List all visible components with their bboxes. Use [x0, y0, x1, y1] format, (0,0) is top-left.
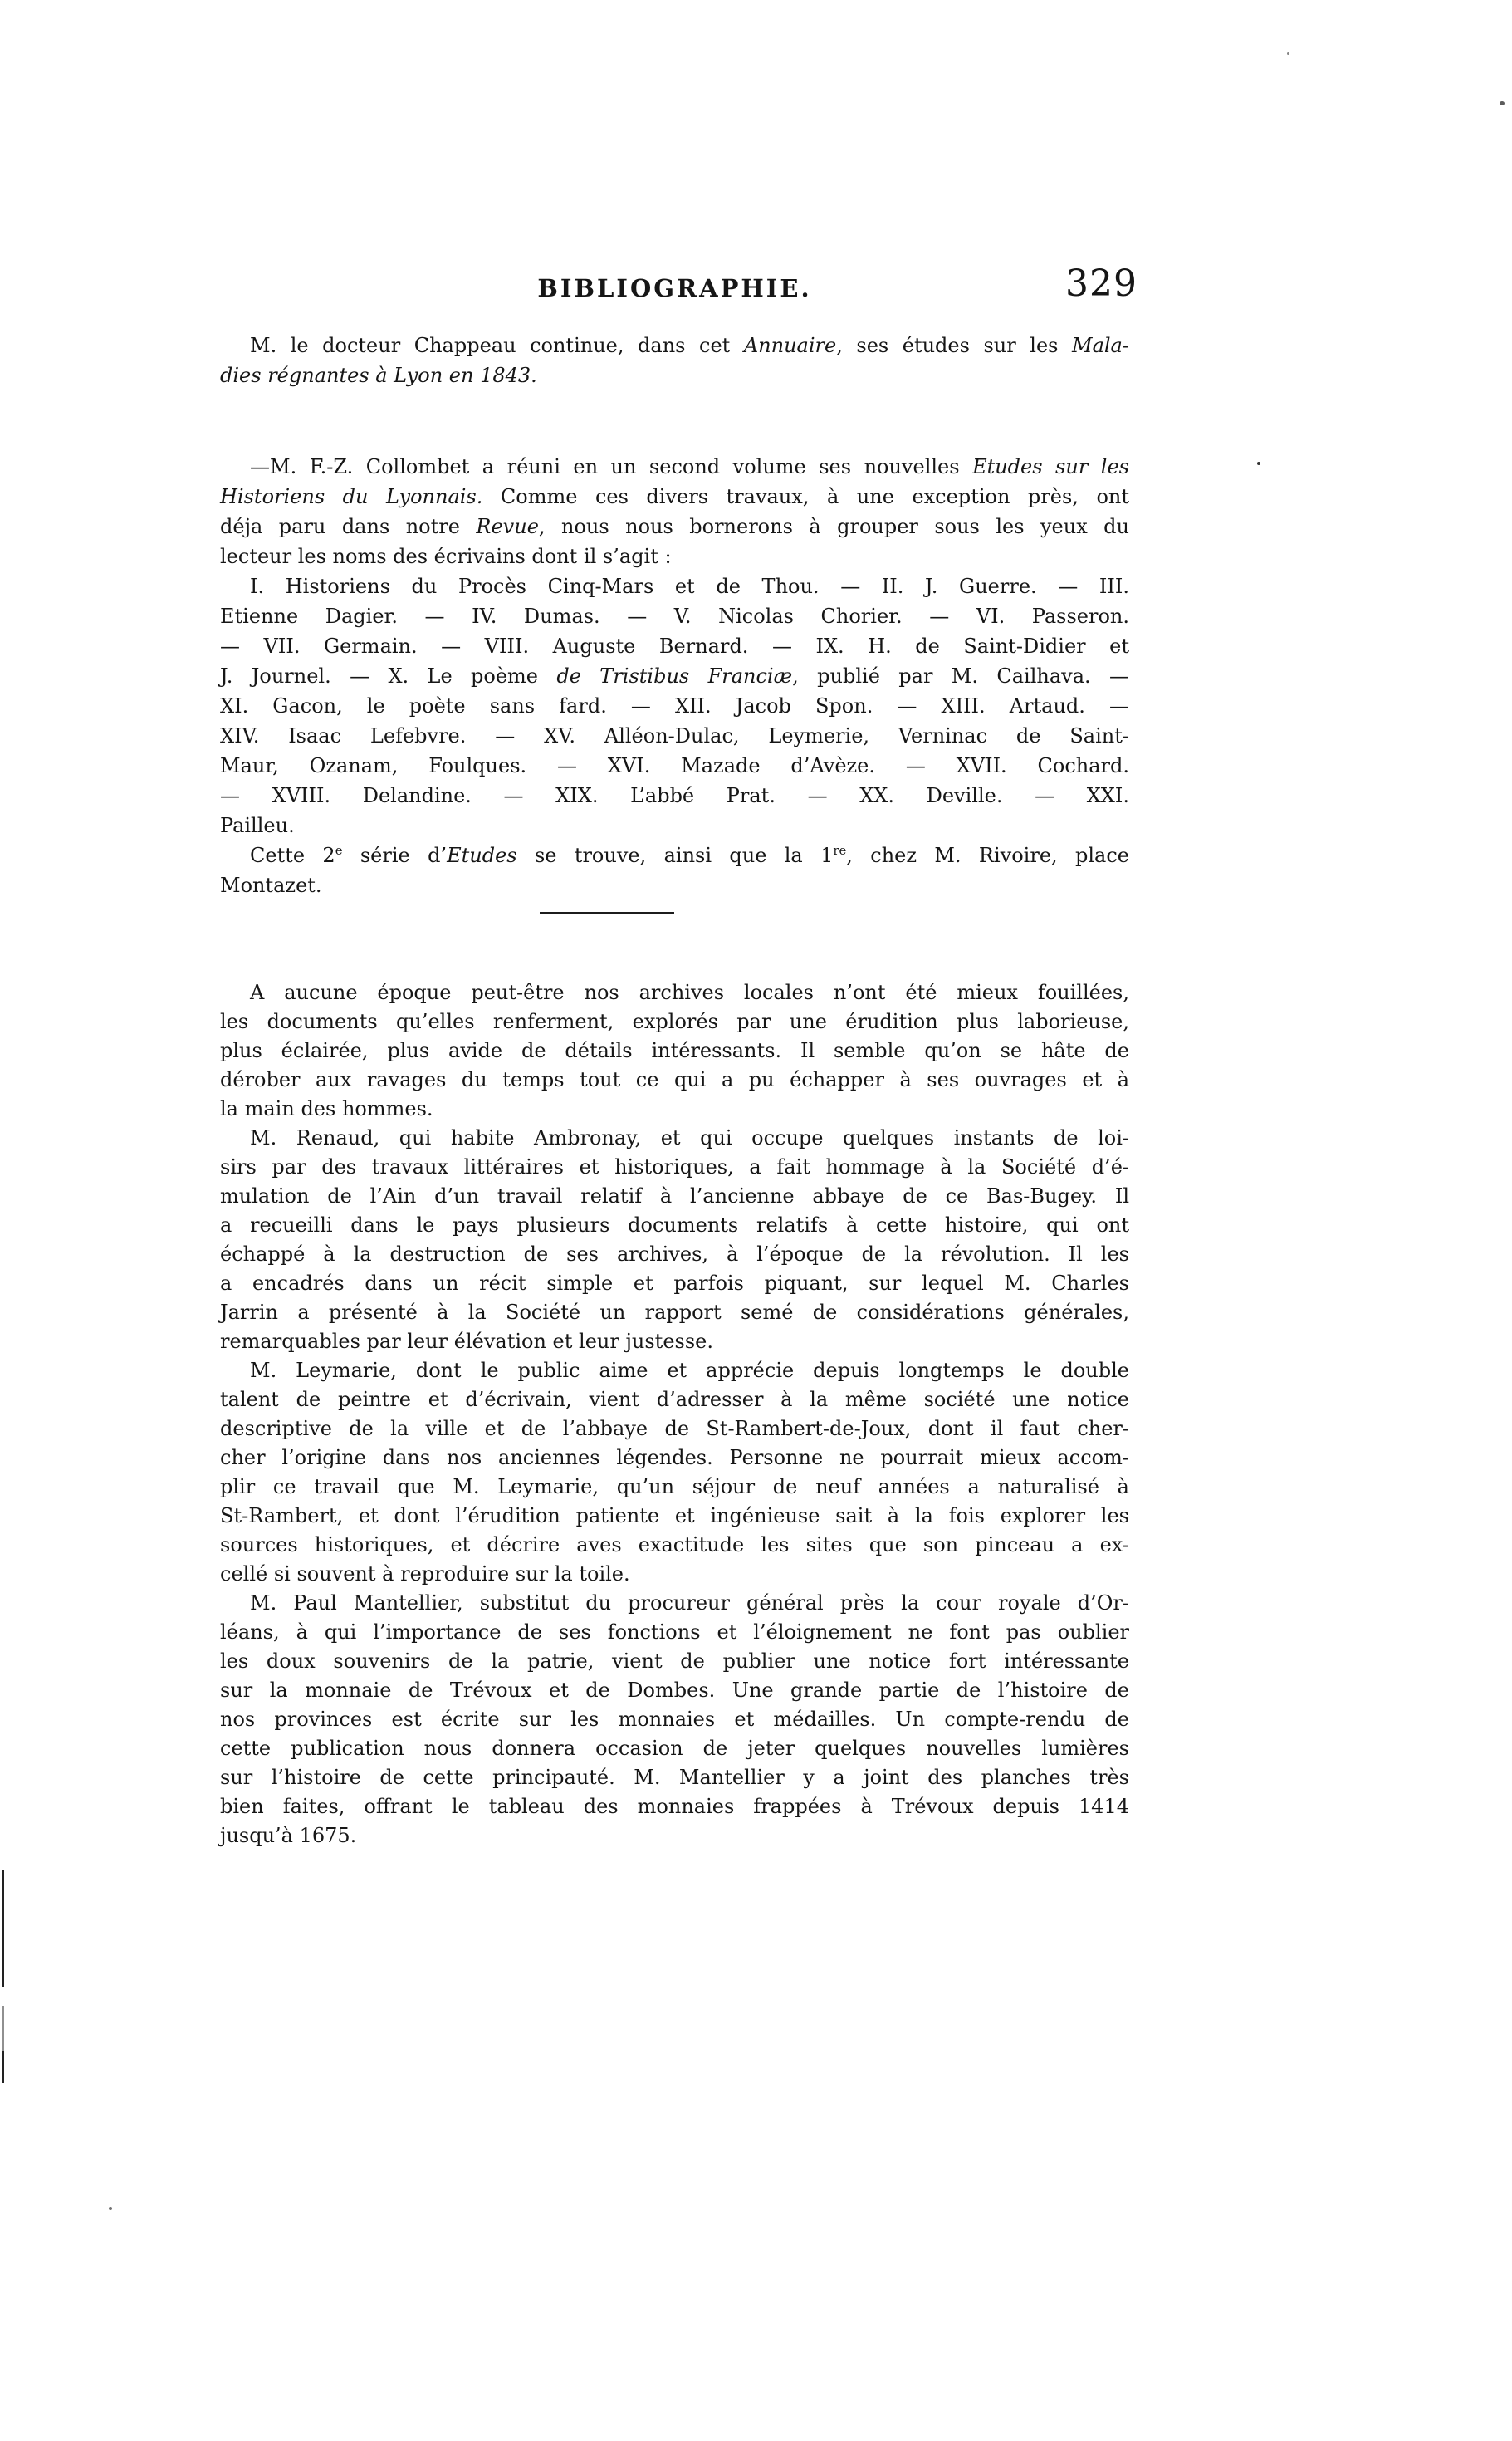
text: —M. F.-Z. Collombet a réuni en un second volume ses nouvelles [250, 455, 973, 478]
text: jusqu’à 1675. [220, 1824, 357, 1847]
text: Montazet. [220, 874, 322, 897]
text: Comme ces divers travaux, à une exception près, ont [482, 485, 1129, 508]
text: dérober aux ravages du temps tout ce qui a pu échapper à ses ouvrages et à [220, 1068, 1129, 1091]
scan-artifact-speck [1257, 462, 1260, 465]
scan-artifact-speck [109, 2207, 112, 2210]
italic-text: Annuaire [743, 334, 837, 357]
text-line [220, 542, 1129, 571]
running-head-title: BIBLIOGRAPHIE. [537, 274, 812, 302]
italic-text: dies régnantes à Lyon en 1843. [220, 364, 537, 387]
text-line [220, 1298, 1129, 1327]
text-line [220, 1066, 1129, 1095]
text-line [220, 1153, 1129, 1182]
text-line [220, 1502, 1129, 1531]
text-line [220, 841, 1129, 870]
text: sources historiques, et décrire aves exactitude les sites que son pinceau a ex- [220, 1533, 1129, 1556]
text: léans, à qui l’importance de ses fonctions et l’éloignement ne font pas oublier [220, 1620, 1129, 1644]
paragraph [220, 331, 1129, 390]
text: Etienne Dagier. — IV. Dumas. — V. Nicolas Chorier. — VI. Passeron. [220, 605, 1129, 628]
text-line [220, 751, 1129, 781]
page-number: 329 [1065, 262, 1138, 305]
italic-text: Mala- [1072, 334, 1129, 357]
paragraph [220, 1589, 1129, 1850]
text-line [220, 631, 1129, 661]
text: I. Historiens du Procès Cinq-Mars et de Thou. — II. J. Guerre. — III. [250, 575, 1129, 598]
text-line [220, 512, 1129, 542]
superscript-text: e [335, 843, 343, 858]
text-line [220, 360, 1129, 390]
text: M. Paul Mantellier, substitut du procureur général près la cour royale d’Or- [250, 1591, 1129, 1615]
text: Cette 2 [250, 844, 335, 867]
text: descriptive de la ville et de l’abbaye de St-Rambert-de-Joux, dont il faut cher- [220, 1417, 1129, 1440]
text: bien faites, offrant le tableau des monnaies frappées à Trévoux depuis 1414 [220, 1795, 1129, 1818]
text: a recueilli dans le pays plusieurs documents relatifs à cette histoire, qui ont [220, 1213, 1129, 1237]
text-line [220, 1792, 1129, 1821]
text: les documents qu’elles renferment, explorés par une érudition plus laborieuse, [220, 1010, 1129, 1033]
text: — VII. Germain. — VIII. Auguste Bernard. — IX. H. de Saint-Didier et [220, 635, 1129, 658]
text-line [220, 1240, 1129, 1269]
text: la main des hommes. [220, 1097, 433, 1120]
text: lecteur les noms des écrivains dont il s’agit : [220, 545, 672, 568]
text-line [220, 1124, 1129, 1153]
text: , ses études sur les [836, 334, 1072, 357]
italic-text: Historiens du Lyonnais. [220, 485, 483, 508]
text: , publié par M. Cailhava. — [792, 664, 1129, 688]
text: nos provinces est écrite sur les monnaies et médailles. Un compte-rendu de [220, 1708, 1129, 1731]
section-divider-rule [540, 912, 674, 914]
text: mulation de l’Ain d’un travail relatif à l’ancienne abbaye de ce Bas-Bugey. Il [220, 1184, 1129, 1208]
text-line [220, 1007, 1129, 1037]
text: série d’ [342, 844, 448, 867]
text-line [220, 1095, 1129, 1124]
text-line [220, 1560, 1129, 1589]
text-line [220, 691, 1129, 721]
text-line [220, 482, 1129, 512]
paragraph [220, 1124, 1129, 1356]
text-line [220, 978, 1129, 1007]
scan-artifact-left-line-short [2, 2051, 4, 2083]
text-line [220, 721, 1129, 751]
text: cellé si souvent à reproduire sur la toile. [220, 1562, 630, 1586]
text: — XVIII. Delandine. — XIX. L’abbé Prat. — XX. Deville. — XXI. [220, 784, 1129, 807]
text-line [220, 1676, 1129, 1705]
text: se trouve, ainsi que la 1 [516, 844, 834, 867]
text-line [220, 1473, 1129, 1502]
text: plus éclairée, plus avide de détails intéressants. Il semble qu’on se hâte de [220, 1039, 1129, 1062]
text: déja paru dans notre [220, 515, 477, 538]
text-line [220, 1037, 1129, 1066]
paragraph [220, 571, 1129, 841]
italic-text: Etudes sur les [972, 455, 1129, 478]
text-line [220, 1182, 1129, 1211]
text: , chez M. Rivoire, place [846, 844, 1129, 867]
text-line [220, 331, 1129, 360]
text-line [220, 811, 1129, 841]
text-line [220, 1821, 1129, 1850]
text-line [220, 601, 1129, 631]
italic-text: Revue [476, 515, 539, 538]
italic-text: Etudes [447, 844, 517, 867]
text: St-Rambert, et dont l’érudition patiente et ingénieuse sait à la fois explorer les [220, 1504, 1129, 1527]
text: les doux souvenirs de la patrie, vient de publier une notice fort intéressante [220, 1649, 1129, 1673]
scan-artifact-left-dots [2, 2006, 4, 2056]
text: sur la monnaie de Trévoux et de Dombes. Une grande partie de l’histoire de [220, 1679, 1129, 1702]
scan-artifact-speck [1287, 52, 1289, 55]
text: cette publication nous donnera occasion de jeter quelques nouvelles lumières [220, 1737, 1129, 1760]
text: plir ce travail que M. Leymarie, qu’un séjour de neuf années a naturalisé à [220, 1475, 1129, 1498]
text: M. le docteur Chappeau continue, dans cet [250, 334, 744, 357]
paragraph [220, 978, 1129, 1124]
text: sirs par des travaux littéraires et historiques, a fait hommage à la Société d’é- [220, 1155, 1129, 1179]
text-line [220, 1327, 1129, 1356]
text: M. Renaud, qui habite Ambronay, et qui occupe quelques instants de loi- [250, 1126, 1129, 1149]
text-line [220, 1385, 1129, 1414]
text: cher l’origine dans nos anciennes légendes. Personne ne pourrait mieux accom- [220, 1446, 1129, 1469]
text: Jarrin a présenté à la Société un rapport semé de considérations générales, [220, 1301, 1129, 1324]
text-line [220, 1763, 1129, 1792]
text: Pailleu. [220, 814, 295, 837]
text: sur l’histoire de cette principauté. M. Mantellier y a joint des planches très [220, 1766, 1129, 1789]
text: M. Leymarie, dont le public aime et apprécie depuis longtemps le double [250, 1359, 1129, 1382]
text-line [220, 1211, 1129, 1240]
text-line [220, 452, 1129, 482]
paragraph [220, 1356, 1129, 1589]
text-line [220, 1444, 1129, 1473]
text: Maur, Ozanam, Foulques. — XVI. Mazade d’Avèze. — XVII. Cochard. [220, 754, 1129, 777]
text-line [220, 1618, 1129, 1647]
text: talent de peintre et d’écrivain, vient d’adresser à la même société une notice [220, 1388, 1129, 1411]
text-line [220, 1356, 1129, 1385]
superscript-text: re [833, 843, 847, 858]
italic-text: de Tristibus Franciæ [556, 664, 793, 688]
text-line [220, 1734, 1129, 1763]
text-line [220, 1531, 1129, 1560]
paragraph [220, 841, 1129, 900]
text-line [220, 1589, 1129, 1618]
text-line [220, 1414, 1129, 1444]
text: XI. Gacon, le poète sans fard. — XII. Jacob Spon. — XIII. Artaud. — [220, 694, 1129, 718]
text: A aucune époque peut-être nos archives locales n’ont été mieux fouillées, [250, 981, 1129, 1004]
text-line [220, 1647, 1129, 1676]
text-line [220, 1269, 1129, 1298]
bibliography-intro-section [220, 331, 1129, 900]
review-body-section [220, 978, 1129, 1850]
text: J. Journel. — X. Le poème [220, 664, 557, 688]
text: a encadrés dans un récit simple et parfois piquant, sur lequel M. Charles [220, 1272, 1129, 1295]
text: remarquables par leur élévation et leur justesse. [220, 1330, 713, 1353]
text: , nous nous bornerons à grouper sous les yeux du [538, 515, 1130, 538]
text: XIV. Isaac Lefebvre. — XV. Alléon-Dulac, Leymerie, Verninac de Saint- [220, 724, 1129, 747]
text-line [220, 661, 1129, 691]
text: échappé à la destruction de ses archives, à l’époque de la révolution. Il les [220, 1243, 1129, 1266]
text-line [220, 781, 1129, 811]
text-line [220, 1705, 1129, 1734]
text-line [220, 870, 1129, 900]
scan-artifact-left-line [2, 1870, 4, 1987]
scan-artifact-speck [1500, 101, 1505, 105]
text-line [220, 571, 1129, 601]
paragraph [220, 452, 1129, 571]
